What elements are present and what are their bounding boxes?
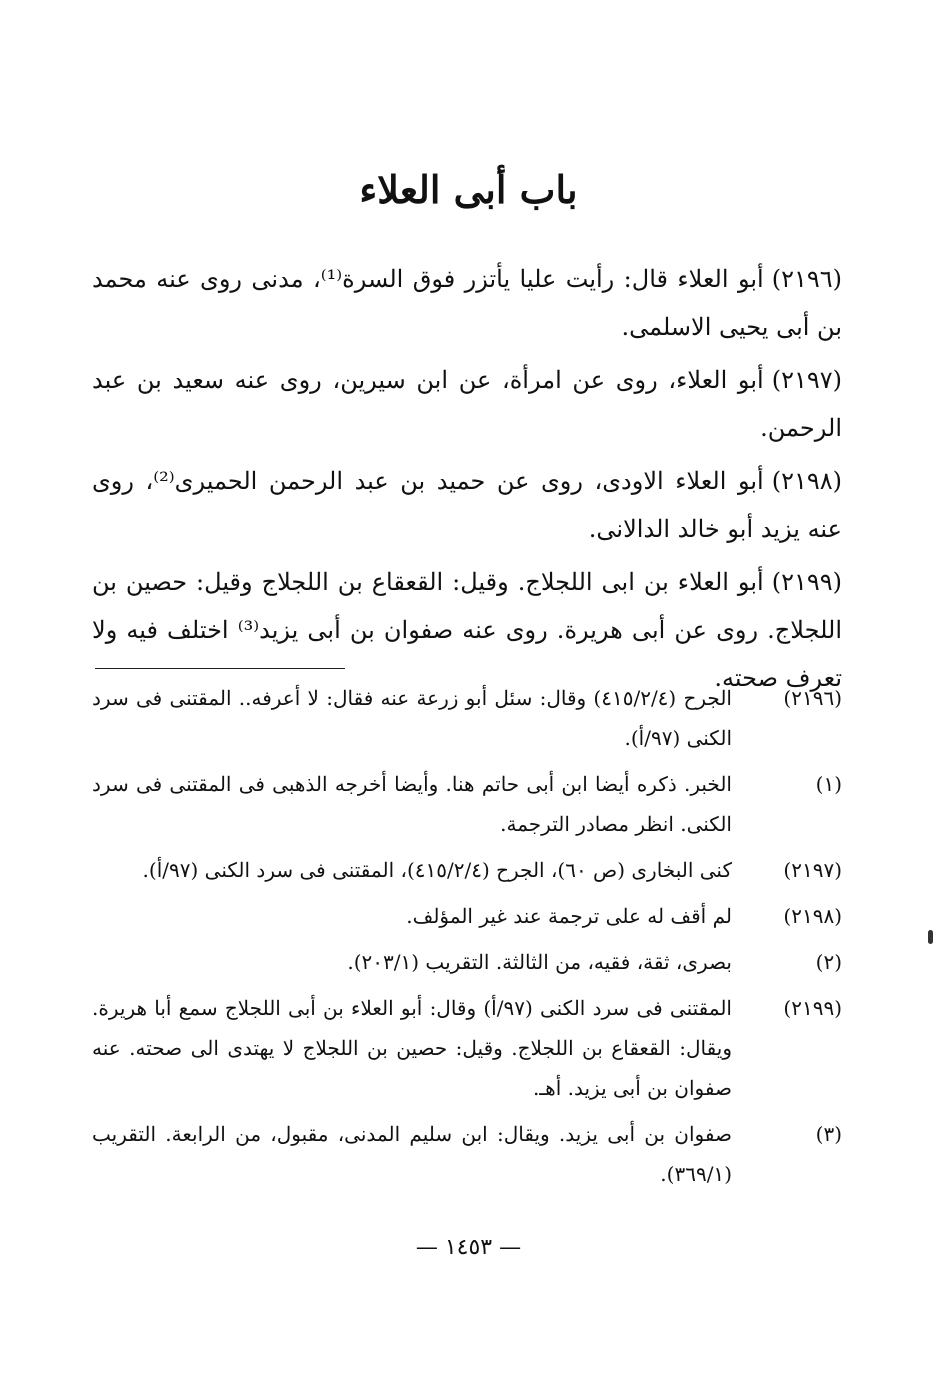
footnote-label: (٢١٩٩) (783, 996, 842, 1020)
footnote-label: (٢١٩٦) (783, 686, 842, 710)
entry-number: (٢١٩٩) (771, 568, 842, 596)
footnote-text: كنى البخارى (ص ٦٠)، الجرح (٤١٥/٢/٤)، المقتنى فى سرد الكنى (٩٧/أ). (142, 858, 732, 882)
entry-2197 (92, 356, 842, 452)
footnote-text: المقتنى فى سرد الكنى (٩٧/أ) وقال: أبو العلاء بن أبى اللجلاج سمع أبا هريرة. ويقال: القعقاع بن اللجلاج. وقيل: حصين بن اللجلاج لا يهتدى الى صحته. عنه صفوان بن أبى يزيد. أهـ. (92, 996, 732, 1100)
margin-mark (928, 930, 933, 944)
chapter-title: باب أبى العلاء (359, 167, 578, 212)
footnote (92, 678, 842, 758)
entry-text: أبو العلاء، روى عن امرأة، عن ابن سيرين، روى عنه سعيد بن عبد الرحمن. (92, 366, 842, 442)
entry-number: (٢١٩٦) (771, 265, 842, 293)
footnote (92, 1114, 842, 1194)
entry-text: أبو العلاء قال: رأيت عليا يأتزر فوق السرة⁽¹⁾، مدنى روى عنه محمد بن أبى يحيى الاسلمى. (92, 265, 842, 341)
footnote-text: صفوان بن أبى يزيد. ويقال: ابن سليم المدنى، مقبول، من الرابعة. التقريب (٣٦٩/١). (92, 1122, 732, 1186)
footnote-label: (١) (815, 772, 842, 796)
footnote-text: بصرى، ثقة، فقيه، من الثالثة. التقريب (٢٠٣/١). (347, 950, 732, 974)
footnote-divider (95, 668, 345, 669)
footnote (92, 850, 842, 890)
entry-2198 (92, 457, 842, 553)
entry-2196 (92, 255, 842, 351)
footnote-label: (٢١٩٧) (783, 858, 842, 882)
footnote-text: الخبر. ذكره أيضا ابن أبى حاتم هنا. وأيضا أخرجه الذهبى فى المقتنى فى سرد الكنى. انظر مصادر الترجمة. (92, 772, 732, 836)
footnote-label: (٢) (815, 950, 842, 974)
entry-text: أبو العلاء بن ابى اللجلاج. وقيل: القعقاع بن اللجلاج وقيل: حصين بن اللجلاج. روى عن أبى هريرة. روى عنه صفوان بن أبى يزيد⁽³⁾ اختلف فيه ولا تعرف صحته. (92, 568, 842, 692)
footnote-label: (٢١٩٨) (783, 904, 842, 928)
entry-text: أبو العلاء الاودى، روى عن حميد بن عبد الرحمن الحميرى⁽²⁾، روى عنه يزيد أبو خالد الدالانى. (92, 467, 842, 543)
footnote (92, 764, 842, 844)
footnote (92, 988, 842, 1108)
footnote-text: لم أقف له على ترجمة عند غير المؤلف. (406, 904, 732, 928)
footnote (92, 942, 842, 982)
page-number: — ١٤٥٣ — (415, 1235, 522, 1260)
entry-number: (٢١٩٧) (771, 366, 842, 394)
footnote (92, 896, 842, 936)
footnote-label: (٣) (815, 1122, 842, 1146)
footnote-text: الجرح (٤١٥/٢/٤) وقال: سئل أبو زرعة عنه فقال: لا أعرفه.. المقتنى فى سرد الكنى (٩٧/أ). (92, 686, 732, 750)
entry-number: (٢١٩٨) (771, 467, 842, 495)
footnotes (92, 678, 842, 1200)
main-text (92, 255, 842, 707)
